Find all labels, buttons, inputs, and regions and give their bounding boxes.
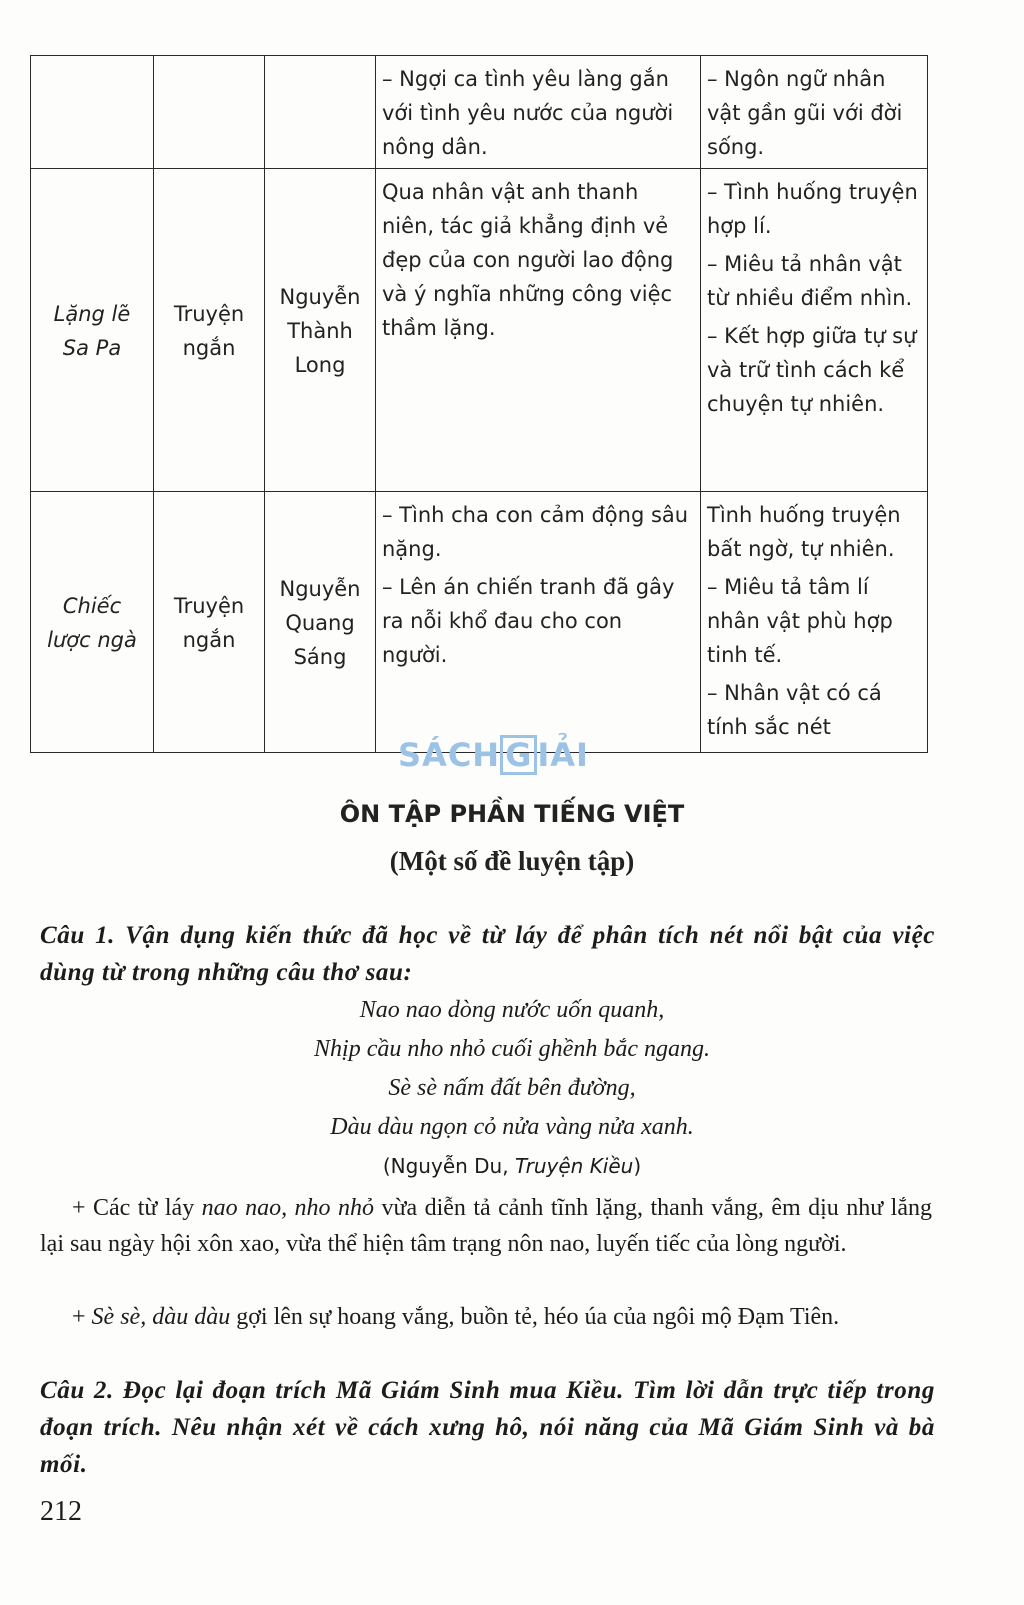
table-row — [31, 492, 928, 753]
cell-text: – Lên án chiến tranh đã gây ra nỗi khổ đau cho con người. — [382, 575, 675, 667]
table-cell-author — [265, 169, 376, 492]
table-cell-art — [701, 492, 928, 753]
work-title-line: Chiếc — [62, 594, 122, 618]
table-row — [31, 169, 928, 492]
work-title-line: Sa Pa — [62, 336, 122, 360]
answer-text: gợi lên sự hoang vắng, buồn tẻ, héo úa của ngôi mộ Đạm Tiên. — [230, 1304, 840, 1330]
source-close: ) — [633, 1154, 642, 1178]
source-author: (Nguyễn Du, — [382, 1154, 515, 1178]
author-line: Long — [294, 353, 346, 377]
genre-line: Truyện — [173, 302, 245, 326]
table-cell — [154, 56, 265, 169]
answer-text: vừa diễn tả cảnh tĩnh lặng, thanh vắng, êm dịu như lắng lại sau ngày hội xôn xao, vừa thể hiện tâm trạng nôn nao, luyến tiếc của lòng người. — [40, 1195, 932, 1257]
answer-words: nao nao, nho nhỏ — [201, 1195, 375, 1221]
poem-line: Dàu dàu ngọn cỏ nửa vàng nửa xanh. — [330, 1114, 694, 1140]
table-cell-content — [376, 492, 701, 753]
page-number: 212 — [40, 1496, 82, 1527]
section-subtitle: (Một số đề luyện tập) — [389, 846, 635, 876]
cell-text: Qua nhân vật anh thanh niên, tác giả khẳng định vẻ đẹp của con người lao động và ý nghĩa những công việc thầm lặng. — [382, 180, 674, 340]
watermark-box: G — [500, 735, 537, 775]
source-work: Truyện Kiều — [514, 1154, 634, 1178]
cell-text: – Tình huống truyện hợp lí. — [707, 180, 918, 238]
table-cell-author — [265, 492, 376, 753]
answer-words: Sè sè, dàu dàu — [91, 1304, 231, 1330]
section-title: ÔN TẬP PHẦN TIẾNG VIỆT — [339, 800, 685, 828]
cell-text: – Miêu tả nhân vật từ nhiều điểm nhìn. — [707, 252, 913, 310]
answer-paragraph-2 — [40, 1299, 932, 1335]
cell-text: – Ngôn ngữ nhân vật gần gũi với đời sống. — [707, 67, 903, 159]
cell-text: – Miêu tả tâm lí nhân vật phù hợp tinh tế. — [707, 575, 893, 667]
author-line: Thành — [287, 319, 353, 343]
watermark-text: SÁCH — [398, 736, 501, 774]
cell-text: – Tình cha con cảm động sâu nặng. — [382, 503, 689, 561]
cell-text: – Ngợi ca tình yêu làng gắn với tình yêu nước của người nông dân. — [382, 67, 674, 159]
poem-source — [0, 1147, 1024, 1186]
cell-text: Tình huống truyện bất ngờ, tự nhiên. — [707, 503, 901, 561]
question-2: Câu 2. Đọc lại đoạn trích Mã Giám Sinh mua Kiều. Tìm lời dẫn trực tiếp trong đoạn trích. Nêu nhận xét về cách xưng hô, nói năng của Mã Giám Sinh và bà mối. — [40, 1377, 935, 1478]
answer-text: + — [72, 1304, 92, 1330]
genre-line: ngắn — [182, 628, 236, 652]
table-row — [31, 56, 928, 169]
table-cell — [265, 56, 376, 169]
author-line: Nguyễn — [279, 577, 361, 601]
work-title-line: lược ngà — [47, 628, 137, 652]
genre-line: Truyện — [173, 594, 245, 618]
poem-line: Nhịp cầu nho nhỏ cuối ghềnh bắc ngang. — [314, 1036, 710, 1062]
cell-text: – Nhân vật có cá tính sắc nét — [707, 681, 882, 739]
question-1: Câu 1. Vận dụng kiến thức đã học về từ láy để phân tích nét nổi bật của việc dùng từ trong những câu thơ sau: — [40, 922, 935, 986]
author-line: Sáng — [293, 645, 347, 669]
table-cell-content — [376, 56, 701, 169]
table-cell-title — [31, 492, 154, 753]
poem-line: Nao nao dòng nước uốn quanh, — [359, 997, 665, 1023]
table-cell-art — [701, 169, 928, 492]
author-line: Quang — [285, 611, 355, 635]
table-cell-content — [376, 169, 701, 492]
answer-text: + Các từ láy — [72, 1195, 202, 1221]
watermark-logo — [398, 735, 589, 775]
table-cell-title — [31, 169, 154, 492]
poem — [0, 991, 1024, 1186]
work-title-line: Lặng lẽ — [53, 302, 131, 326]
table-cell — [31, 56, 154, 169]
answer-paragraph-1 — [40, 1190, 932, 1262]
table-cell-genre — [154, 169, 265, 492]
cell-text: – Kết hợp giữa tự sự và trữ tình cách kể chuyện tự nhiên. — [707, 324, 917, 416]
author-line: Nguyễn — [279, 285, 361, 309]
summary-table — [30, 55, 928, 753]
watermark-text: IẢI — [537, 736, 589, 774]
table-cell-art — [701, 56, 928, 169]
table-cell-genre — [154, 492, 265, 753]
genre-line: ngắn — [182, 336, 236, 360]
poem-line: Sè sè nấm đất bên đường, — [388, 1075, 636, 1101]
